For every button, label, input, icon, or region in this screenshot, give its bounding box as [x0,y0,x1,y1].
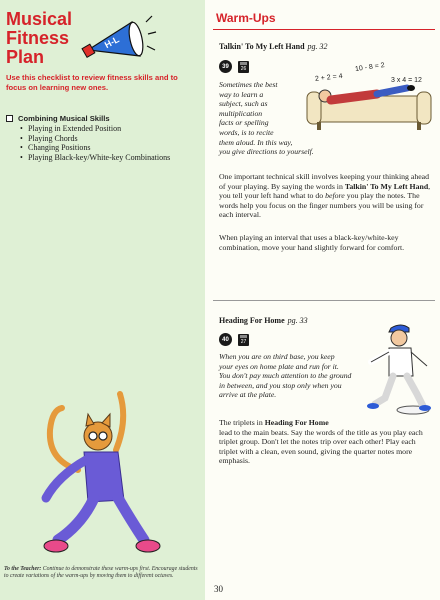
skill-item: • Playing Black-key/White-key Combinations [28,153,201,163]
teacher-note [4,566,202,580]
song2-title-reference: Heading For Home [264,418,329,427]
song2-intro-line: your eyes on home plate and run for it. [219,361,339,371]
song1-intro-line: way to learn a [219,89,264,99]
song1-para1-text: you play the notes. The words help you focus on the finger numbers you will be using for each interval. [219,191,424,220]
song1-paragraph-2: When playing an interval that uses a black-key/white-key combination, move your hand slightly forward for comfort. [219,233,405,252]
song1-intro-line: multiplication [219,108,263,118]
song2-intro-line: You don't pay much attention to the ground [219,371,352,381]
skill-item: • Playing in Extended Position [28,124,201,134]
skills-checklist [6,114,201,162]
page-reference: pg. 32 [307,42,328,51]
skills-heading-label: Combining Musical Skills [18,114,110,123]
title-line-2: Fitness [6,28,70,48]
song1-title-reference: Talkin' To My Left Hand [344,181,429,191]
megaphone-icon [80,12,160,72]
song-title-text: Heading For Home [219,316,285,325]
couch-illustration [303,58,437,138]
song2-intro-line: in between, and you stop only when you [219,380,342,390]
skills-list [28,124,201,162]
song2-intro [219,352,379,400]
song1-paragraph-1 [219,172,433,220]
song1-intro-line: subject, such as [219,99,268,109]
skill-checkbox[interactable] [6,115,13,122]
song1-intro-line: them aloud. In this way, [219,137,293,147]
math-fact: 3 x 4 = 12 [391,77,422,84]
skills-heading [6,114,201,123]
song1-para1-text: , you tell your left hand what to do [219,181,431,201]
left-sidebar [0,0,205,600]
teacher-label: To the Teacher: [4,566,42,572]
song1-intro-line: Sometimes the best [219,80,278,89]
section-divider [213,300,435,301]
track-number-badge: 40 [219,333,232,346]
track-badges-2 [219,333,249,346]
title-line-3: Plan [6,47,45,67]
skill-item: • Playing Chords [28,134,201,144]
track-number-badge: 39 [219,60,232,73]
title-line-1: Musical [6,9,73,29]
section-title: Warm-Ups [213,8,435,30]
skill-item: • Changing Positions [28,143,201,153]
song1-para1-text: One important technical skill involves keeping your thinking ahead of your playing. By saying the words in [219,172,430,191]
song2-paragraph [219,418,435,466]
song2-intro-line: When you are on third base, you keep [219,352,335,361]
song-title-1 [219,42,328,51]
page-number: 30 [214,584,223,594]
megaphone-label: H-L [102,34,121,51]
page-reference: pg. 33 [287,316,308,325]
math-fact: 10 - 8 = 2 [354,61,386,74]
song1-intro-line: you give directions to yourself. [219,147,314,157]
song1-intro-line: facts or spelling [219,118,269,128]
song1-intro-line: words, is to recite [219,127,274,137]
song-title-text: Talkin' To My Left Hand [219,42,305,51]
song2-para-text: The triplets in [219,418,265,427]
cd-track-icon: 26 [238,61,249,73]
cd-track-icon: 27 [238,334,249,346]
cat-stretching-illustration [28,390,168,560]
song2-intro-line: arrive at the plate. [219,390,277,400]
math-fact: 2 + 2 = 4 [314,72,343,83]
baseball-player-illustration [361,318,439,418]
track-badges-1 [219,60,249,73]
main-content [205,0,440,600]
song1-emphasis: before [325,191,345,201]
teacher-text: Continue to demonstrate these warm-ups first. Encourage students to create variations of the warm-ups by moving them to different octaves. [4,566,198,579]
song-title-2 [219,316,308,325]
intro-text: Use this checklist to review fitness skills and to focus on learning new ones. [6,73,178,92]
song2-para-text: lead to the main beats. Say the words of the title as you play each triplet group. Don't let the notes trip over each other! Play each triplet with a clean, even sound, giving the quarter notes more emphasis. [219,427,423,466]
